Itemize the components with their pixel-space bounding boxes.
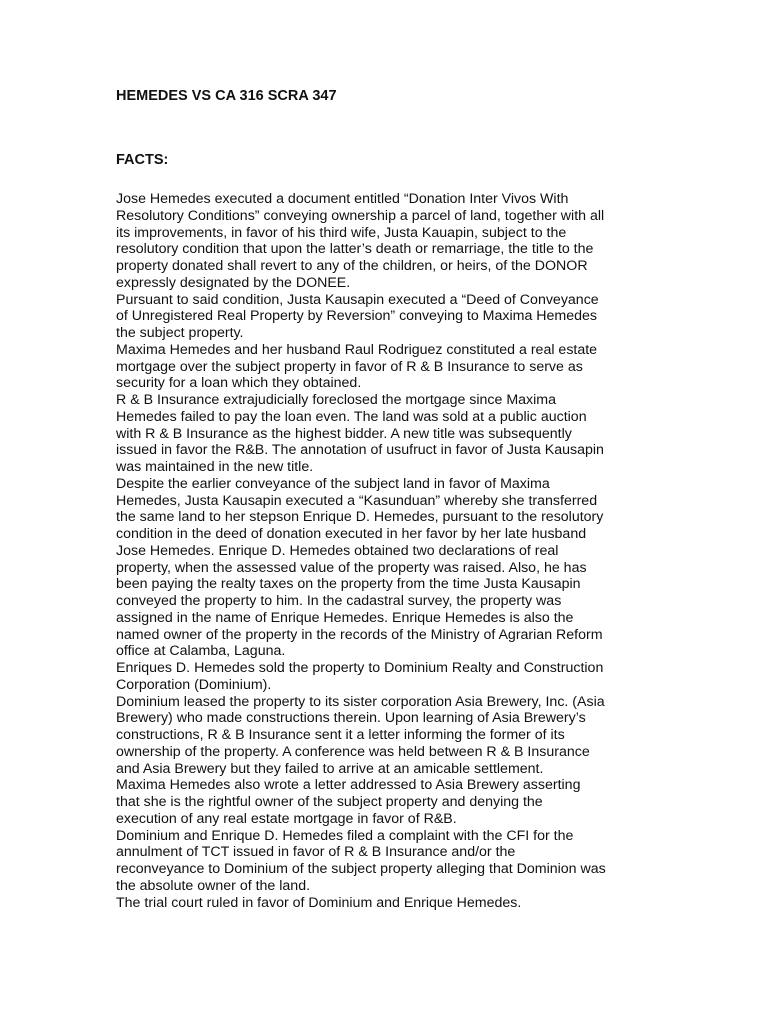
paragraph: Maxima Hemedes also wrote a letter addressed to Asia Brewery asserting that she is the rightful owner of the subject property and denying the execution of any real estate mortgage in favor of R&B. [116,777,581,827]
paragraph: Jose Hemedes executed a document entitled “Donation Inter Vivos With Resolutory Conditions” conveying ownership a parcel of land, together with all its improvements, in favor of his third wife, Justa Kauapin, subject to the resolutory condition that upon the latter’s death or remarriage, the title to the property donated shall revert to any of the children, or heirs, of the DONOR expressly designated by the DONEE. [116,191,605,291]
document-page [116,88,656,911]
paragraph: Dominium and Enrique D. Hemedes filed a complaint with the CFI for the annulment of TCT issued in favor of R & B Insurance and/or the reconveyance to Dominium of the subject property alleging that Dominion was the absolute owner of the land. [116,827,606,894]
document-title: HEMEDES VS CA 316 SCRA 347 [116,88,337,104]
paragraph: Enriques D. Hemedes sold the property to Dominium Realty and Construction Corporation (Dominium). [116,660,604,693]
paragraph: Maxima Hemedes and her husband Raul Rodriguez constituted a real estate mortgage over the subject property in favor of R & B Insurance to serve as security for a loan which they obtained. [116,341,598,392]
facts-heading: FACTS: [116,152,169,168]
paragraph: Pursuant to said condition, Justa Kausapin executed a “Deed of Conveyance of Unregistered Real Property by Reversion” conveying to Maxima Hemedes the subject property. [116,291,599,341]
paragraph: R & B Insurance extrajudicially foreclosed the mortgage since Maxima Hemedes failed to pay the loan even. The land was sold at a public auction with R & B Insurance as the highest bidder. A new title was subsequently issued in favor the R&B. The annotation of usufruct in favor of Justa Kausapin was maintained in the new title. [116,392,604,475]
paragraph: Despite the earlier conveyance of the subject land in favor of Maxima Hemedes, Justa Kausapin executed a “Kasunduan” whereby she transferred the same land to her stepson Enrique D. Hemedes, pursuant to the resolutory condition in the deed of donation executed in her favor by her late husband Jose Hemedes. Enrique D. Hemedes obtained two declarations of real property, when the assessed value of the property was raised. Also, he has been paying the realty taxes on the property from the time Justa Kausapin conveyed the property to him. In the cadastral survey, the property was assigned in the name of Enrique Hemedes. Enrique Hemedes is also the named owner of the property in the records of the Ministry of Agrarian Reform office at Calamba, Laguna. [116,475,604,660]
facts-body [116,191,656,911]
paragraph: The trial court ruled in favor of Dominium and Enrique Hemedes. [116,894,522,911]
paragraph: Dominium leased the property to its sister corporation Asia Brewery, Inc. (Asia Brewery) who made constructions therein. Upon learning of Asia Brewery’s constructions, R & B Insurance sent it a letter informing the former of its ownership of the property. A conference was held between R & B Insurance and Asia Brewery but they failed to arrive at an amicable settlement. [116,693,605,777]
